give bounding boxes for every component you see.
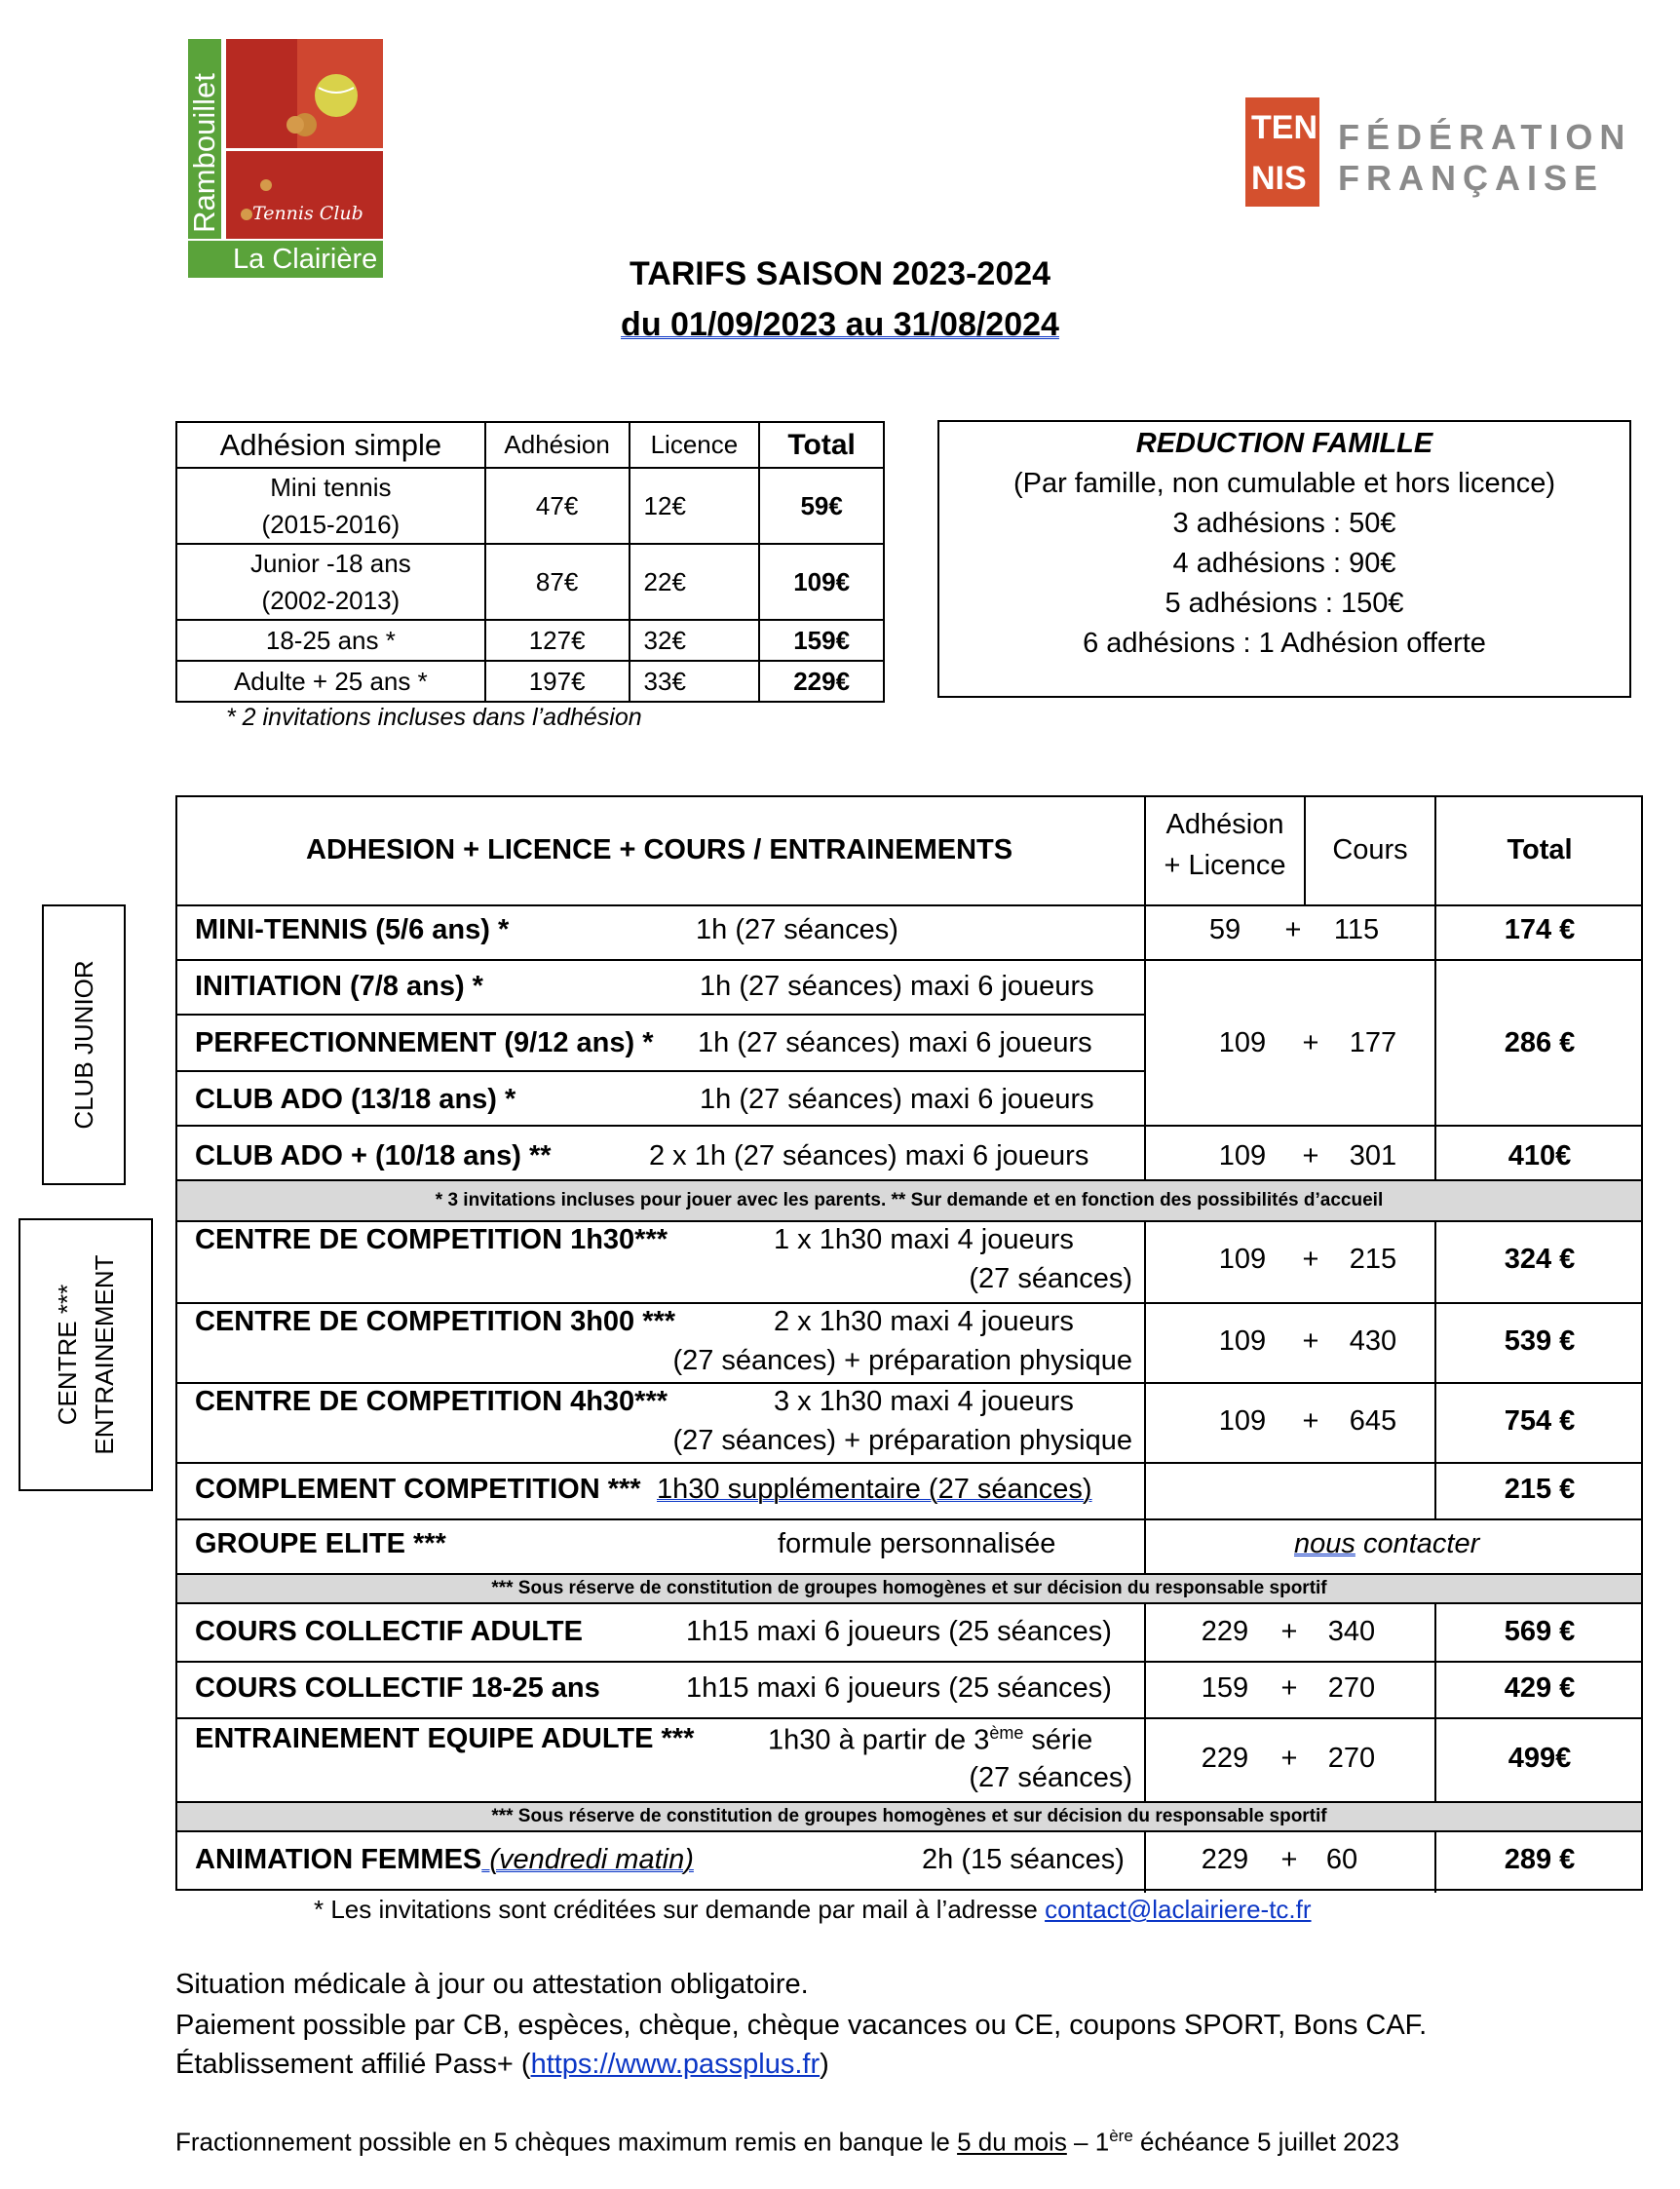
page-title: TARIFS SAISON 2023-2024 xyxy=(629,255,1051,292)
main-header-title: ADHESION + LICENCE + COURS / ENTRAINEMENTS xyxy=(306,834,1013,865)
centre-entrainement-text xyxy=(49,1254,123,1454)
row-total: 215 € xyxy=(1504,1474,1576,1505)
row-desc: formule personnalisée xyxy=(778,1528,1056,1559)
footer-frac-sup: ère xyxy=(1109,2127,1133,2145)
centre-entrainement-label xyxy=(19,1218,153,1491)
footer-passplus xyxy=(175,2049,829,2081)
centre-text-line1: CENTRE *** xyxy=(53,1284,82,1426)
row-total: 429 € xyxy=(1504,1672,1576,1704)
table-row xyxy=(176,661,884,702)
row-cours: 645 xyxy=(1349,1405,1397,1437)
row-desc-line2: (27 séances) xyxy=(969,1263,1132,1294)
row-adhesion: 47€ xyxy=(485,468,630,544)
row-desc: 1h (27 séances) xyxy=(696,914,898,945)
row-desc-line1 xyxy=(768,1723,1092,1757)
reduction-line: 5 adhésions : 150€ xyxy=(1165,588,1404,619)
ff-logo xyxy=(1245,97,1635,214)
row-name-centre-3h00: CENTRE DE COMPETITION 3h00 *** xyxy=(195,1306,676,1337)
club-logo-script: Tennis Club xyxy=(252,203,363,224)
row-name-centre-4h30: CENTRE DE COMPETITION 4h30*** xyxy=(195,1386,668,1417)
row-name-club-ado: CLUB ADO (13/18 ans) * xyxy=(195,1084,516,1115)
row-desc: 2 x 1h (27 séances) maxi 6 joueurs xyxy=(649,1140,1089,1171)
table-row xyxy=(176,620,884,661)
row-desc: 1h (27 séances) maxi 6 joueurs xyxy=(698,1027,1092,1058)
club-junior-text: CLUB JUNIOR xyxy=(69,960,98,1130)
row-cours: 430 xyxy=(1349,1325,1397,1357)
row-total: 324 € xyxy=(1504,1244,1576,1275)
contact-email-link[interactable]: contact@laclairiere-tc.fr xyxy=(1045,1895,1312,1924)
row-name-animation-femmes xyxy=(195,1844,694,1876)
row-adhesion-licence: 109 xyxy=(1218,1405,1267,1437)
row-desc-line2: (27 séances) + préparation physique xyxy=(672,1425,1132,1456)
page-subtitle xyxy=(0,306,1680,344)
club-logo-name: La Clairière xyxy=(233,244,378,275)
ff-logo-box xyxy=(1245,97,1319,207)
main-header-cours: Cours xyxy=(1332,834,1408,865)
row-adhesion-licence: 109 xyxy=(1218,1027,1267,1058)
row-desc-line1: 1 x 1h30 maxi 4 joueurs xyxy=(774,1224,1074,1255)
row-total: 109€ xyxy=(759,544,884,620)
row-total: 286 € xyxy=(1504,1027,1576,1058)
date-range: du 01/09/2023 au 31/08/2024 xyxy=(621,306,1059,343)
row-adhesion-licence: 229 xyxy=(1201,1743,1249,1774)
plus-sign: + xyxy=(1302,1027,1319,1058)
row-name-centre-1h30: CENTRE DE COMPETITION 1h30*** xyxy=(195,1224,668,1255)
plus-sign: + xyxy=(1302,1405,1319,1437)
row-cours: 340 xyxy=(1327,1616,1376,1647)
note-band-junior: * 3 invitations incluses pour jouer avec les parents. ** Sur demande et en fonction des possibilités d’accueil xyxy=(177,1181,1641,1220)
row-desc: 1h30 supplémentaire (27 séances) xyxy=(657,1474,1092,1505)
club-logo xyxy=(188,39,383,278)
contact-us-rest: contacter xyxy=(1355,1528,1480,1559)
footer-medical: Situation médicale à jour ou attestation obligatoire. xyxy=(175,1969,809,2000)
courses-table xyxy=(175,795,1643,1891)
row-desc: 1h15 maxi 6 joueurs (25 séances) xyxy=(686,1672,1112,1704)
row-adhesion-licence: 229 xyxy=(1201,1616,1249,1647)
row-name-initiation: INITIATION (7/8 ans) * xyxy=(195,971,483,1002)
row-desc-line1-b: série xyxy=(1023,1724,1093,1756)
row-licence: 12€ xyxy=(630,468,760,544)
ff-logo-box-top: TEN xyxy=(1251,109,1317,146)
plus-sign: + xyxy=(1302,1244,1319,1275)
row-label: Junior -18 ans xyxy=(249,549,411,578)
row-name-main: ANIMATION FEMMES xyxy=(195,1844,482,1875)
row-label-years: (2015-2016) xyxy=(261,510,401,539)
row-name-complement: COMPLEMENT COMPETITION *** xyxy=(195,1474,641,1505)
row-desc: 1h15 maxi 6 joueurs (25 séances) xyxy=(686,1616,1112,1647)
plus-sign: + xyxy=(1280,1672,1298,1704)
plus-sign: + xyxy=(1280,1844,1298,1875)
simple-note: * 2 invitations incluses dans l’adhésion xyxy=(226,704,642,731)
row-desc-line2: (27 séances) + préparation physique xyxy=(672,1345,1132,1376)
row-label: Adulte + 25 ans * xyxy=(176,661,485,702)
row-adhesion-licence: 109 xyxy=(1218,1325,1267,1357)
invitation-note xyxy=(314,1895,1312,1925)
row-adhesion-licence: 229 xyxy=(1201,1844,1249,1875)
row-name-cours-collectif-18-25: COURS COLLECTIF 18-25 ans xyxy=(195,1672,600,1704)
row-adhesion-licence: 159 xyxy=(1201,1672,1249,1704)
note-band-adult: *** Sous réserve de constitution de groupes homogènes et sur décision du responsable sportif xyxy=(177,1803,1641,1830)
plus-sign: + xyxy=(1280,1743,1298,1774)
row-total: 539 € xyxy=(1504,1325,1576,1357)
row-total: 410€ xyxy=(1508,1140,1572,1171)
row-desc-line1-sup: ème xyxy=(989,1723,1024,1743)
footer-frac-dash: – 1 xyxy=(1066,2127,1110,2157)
simple-header-adhesion: Adhésion xyxy=(485,422,630,468)
row-name-italic: (vendredi matin) xyxy=(481,1844,694,1875)
row-cours: 60 xyxy=(1325,1844,1358,1875)
footer-frac-day: 5 du mois xyxy=(957,2127,1067,2157)
row-total: 499€ xyxy=(1508,1743,1572,1774)
ff-logo-box-bottom: NIS xyxy=(1251,160,1307,197)
row-adhesion: 87€ xyxy=(485,544,630,620)
simple-header-total: Total xyxy=(759,422,884,468)
main-header-adhesion: Adhésion xyxy=(1165,809,1284,840)
row-desc-line1-a: 1h30 à partir de 3 xyxy=(768,1724,990,1756)
simple-membership-table xyxy=(175,421,885,703)
row-adhesion-licence: 109 xyxy=(1218,1140,1267,1171)
reduction-line: 6 adhésions : 1 Adhésion offerte xyxy=(1083,628,1486,659)
row-name-club-ado-plus: CLUB ADO + (10/18 ans) ** xyxy=(195,1140,552,1171)
row-licence: 22€ xyxy=(630,544,760,620)
row-total: 289 € xyxy=(1504,1844,1576,1875)
contact-us-word: nous xyxy=(1294,1528,1355,1559)
centre-text-line2: ENTRAINEMENT xyxy=(90,1254,119,1455)
row-adhesion-licence: 59 xyxy=(1208,914,1241,945)
row-total: 59€ xyxy=(759,468,884,544)
row-licence: 32€ xyxy=(630,620,760,661)
row-adhesion: 197€ xyxy=(485,661,630,702)
passplus-link[interactable]: https://www.passplus.fr xyxy=(530,2049,821,2080)
row-cours: 177 xyxy=(1349,1027,1397,1058)
reduction-line: 3 adhésions : 50€ xyxy=(1172,508,1396,539)
reduction-line: (Par famille, non cumulable et hors licence) xyxy=(1012,468,1556,499)
main-header-licence: + Licence xyxy=(1164,850,1286,881)
row-label: 18-25 ans * xyxy=(176,620,485,661)
main-header-total: Total xyxy=(1507,834,1573,865)
row-name-cours-collectif-adulte: COURS COLLECTIF ADULTE xyxy=(195,1616,583,1647)
plus-sign: + xyxy=(1284,914,1302,945)
plus-sign: + xyxy=(1280,1616,1298,1647)
plus-sign: + xyxy=(1302,1325,1319,1357)
row-adhesion-licence: 109 xyxy=(1218,1244,1267,1275)
row-desc-line2: (27 séances) xyxy=(969,1762,1132,1793)
row-desc: 2h (15 séances) xyxy=(922,1844,1125,1875)
row-cours: 215 xyxy=(1349,1244,1397,1275)
row-cours: 270 xyxy=(1327,1743,1376,1774)
row-desc-line1: 3 x 1h30 maxi 4 joueurs xyxy=(774,1386,1074,1417)
reduction-title: REDUCTION FAMILLE xyxy=(1135,428,1433,459)
footer-payment: Paiement possible par CB, espèces, chèque, chèque vacances ou CE, coupons SPORT, Bons CAF. xyxy=(175,2010,1428,2041)
row-desc: 1h (27 séances) maxi 6 joueurs xyxy=(700,971,1094,1002)
row-name-mini-tennis: MINI-TENNIS (5/6 ans) * xyxy=(195,914,510,945)
row-total: 754 € xyxy=(1504,1405,1576,1437)
simple-header-licence: Licence xyxy=(630,422,760,468)
club-logo-vertical-text: Rambouillet xyxy=(187,73,221,233)
footer-fractionnement xyxy=(175,2127,1399,2158)
ff-logo-text xyxy=(1338,117,1631,199)
row-label-years: (2002-2013) xyxy=(261,586,401,615)
footer-frac-date: échéance 5 juillet 2023 xyxy=(1132,2127,1399,2157)
row-total: 569 € xyxy=(1504,1616,1576,1647)
row-desc: 1h (27 séances) maxi 6 joueurs xyxy=(700,1084,1094,1115)
reduction-line: 4 adhésions : 90€ xyxy=(1172,548,1396,579)
note-band-competition: *** Sous réserve de constitution de groupes homogènes et sur décision du responsable sportif xyxy=(177,1575,1641,1602)
row-total: 174 € xyxy=(1504,914,1576,945)
row-cours: 115 xyxy=(1333,914,1380,945)
table-row xyxy=(176,468,884,544)
footer-frac-text: Fractionnement possible en 5 chèques maximum remis en banque le xyxy=(175,2127,958,2157)
footer-passplus-close: ) xyxy=(820,2049,829,2080)
row-total: 229€ xyxy=(759,661,884,702)
ff-logo-line2: FRANÇAISE xyxy=(1338,158,1605,198)
club-junior-label xyxy=(42,904,126,1185)
invitation-note-text: * Les invitations sont créditées sur demande par mail à l’adresse xyxy=(314,1895,1046,1924)
footer-passplus-text: Établissement affilié Pass+ ( xyxy=(175,2049,531,2080)
row-cours: 301 xyxy=(1349,1140,1397,1171)
row-name-entrainement-equipe: ENTRAINEMENT EQUIPE ADULTE *** xyxy=(195,1723,695,1754)
row-cours: 270 xyxy=(1327,1672,1376,1704)
row-name-groupe-elite: GROUPE ELITE *** xyxy=(195,1528,446,1559)
row-desc-line1: 2 x 1h30 maxi 4 joueurs xyxy=(774,1306,1074,1337)
row-total: 159€ xyxy=(759,620,884,661)
simple-header-label: Adhésion simple xyxy=(176,422,485,468)
contact-us xyxy=(1294,1528,1479,1560)
plus-sign: + xyxy=(1302,1140,1319,1171)
reduction-famille-box xyxy=(937,420,1631,698)
ff-logo-line1: FÉDÉRATION xyxy=(1338,117,1632,157)
table-row xyxy=(176,544,884,620)
row-adhesion: 127€ xyxy=(485,620,630,661)
row-licence: 33€ xyxy=(630,661,760,702)
row-name-perfectionnement: PERFECTIONNEMENT (9/12 ans) * xyxy=(195,1027,654,1058)
row-label: Mini tennis xyxy=(270,473,392,502)
